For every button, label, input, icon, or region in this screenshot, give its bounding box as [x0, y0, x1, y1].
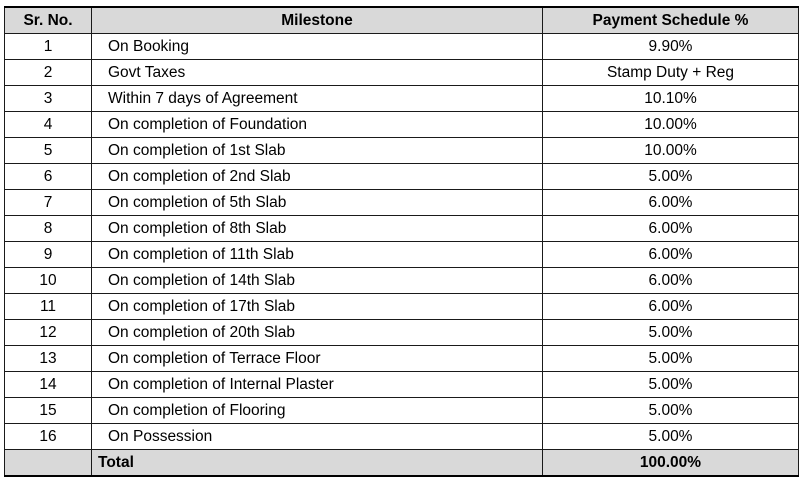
table-row [5, 268, 799, 294]
header-row [5, 7, 799, 34]
table-row [5, 294, 799, 320]
total-row [5, 450, 799, 477]
table-row [5, 320, 799, 346]
table-row [5, 34, 799, 60]
total-label: Total [92, 450, 543, 477]
sr-no-cell: 13 [5, 346, 92, 372]
milestone-cell: On completion of 8th Slab [92, 216, 543, 242]
milestone-cell: On completion of 11th Slab [92, 242, 543, 268]
sr-no-cell: 14 [5, 372, 92, 398]
milestone-cell: Govt Taxes [92, 60, 543, 86]
payment-cell: 6.00% [543, 216, 799, 242]
sr-no-cell: 8 [5, 216, 92, 242]
table-row [5, 112, 799, 138]
table-body [5, 34, 799, 450]
sr-no-cell: 10 [5, 268, 92, 294]
total-value: 100.00% [543, 450, 799, 477]
milestone-cell: On completion of 1st Slab [92, 138, 543, 164]
sr-no-cell: 6 [5, 164, 92, 190]
sr-no-cell: 3 [5, 86, 92, 112]
sr-no-cell: 5 [5, 138, 92, 164]
payment-cell: 5.00% [543, 346, 799, 372]
sr-no-cell: 15 [5, 398, 92, 424]
table-row [5, 138, 799, 164]
milestone-cell: On completion of Internal Plaster [92, 372, 543, 398]
sr-no-cell: 12 [5, 320, 92, 346]
table-header [5, 7, 799, 34]
payment-cell: Stamp Duty + Reg [543, 60, 799, 86]
milestone-cell: On completion of 5th Slab [92, 190, 543, 216]
payment-cell: 6.00% [543, 268, 799, 294]
milestone-cell: On completion of Foundation [92, 112, 543, 138]
table-row [5, 164, 799, 190]
milestone-cell: On Booking [92, 34, 543, 60]
payment-cell: 9.90% [543, 34, 799, 60]
header-payment-schedule: Payment Schedule % [543, 7, 799, 34]
header-milestone: Milestone [92, 7, 543, 34]
payment-cell: 5.00% [543, 164, 799, 190]
payment-cell: 6.00% [543, 294, 799, 320]
sr-no-cell: 9 [5, 242, 92, 268]
milestone-cell: On completion of 2nd Slab [92, 164, 543, 190]
payment-cell: 5.00% [543, 424, 799, 450]
payment-cell: 5.00% [543, 320, 799, 346]
sr-no-cell: 7 [5, 190, 92, 216]
payment-cell: 5.00% [543, 398, 799, 424]
milestone-cell: On completion of 17th Slab [92, 294, 543, 320]
table-row [5, 86, 799, 112]
table-footer [5, 450, 799, 477]
table-row [5, 398, 799, 424]
sr-no-cell: 11 [5, 294, 92, 320]
sr-no-cell: 1 [5, 34, 92, 60]
payment-cell: 10.00% [543, 138, 799, 164]
table-row [5, 216, 799, 242]
payment-cell: 10.10% [543, 86, 799, 112]
table-row [5, 424, 799, 450]
payment-schedule-table [4, 6, 799, 477]
payment-cell: 5.00% [543, 372, 799, 398]
sr-no-cell: 2 [5, 60, 92, 86]
table-row [5, 372, 799, 398]
milestone-cell: On Possession [92, 424, 543, 450]
table-row [5, 190, 799, 216]
total-sr-cell [5, 450, 92, 477]
table-row [5, 242, 799, 268]
payment-cell: 6.00% [543, 242, 799, 268]
sr-no-cell: 4 [5, 112, 92, 138]
milestone-cell: On completion of 20th Slab [92, 320, 543, 346]
table-row [5, 60, 799, 86]
table-row [5, 346, 799, 372]
payment-cell: 10.00% [543, 112, 799, 138]
header-sr-no: Sr. No. [5, 7, 92, 34]
milestone-cell: On completion of 14th Slab [92, 268, 543, 294]
milestone-cell: On completion of Terrace Floor [92, 346, 543, 372]
payment-cell: 6.00% [543, 190, 799, 216]
sr-no-cell: 16 [5, 424, 92, 450]
milestone-cell: On completion of Flooring [92, 398, 543, 424]
milestone-cell: Within 7 days of Agreement [92, 86, 543, 112]
